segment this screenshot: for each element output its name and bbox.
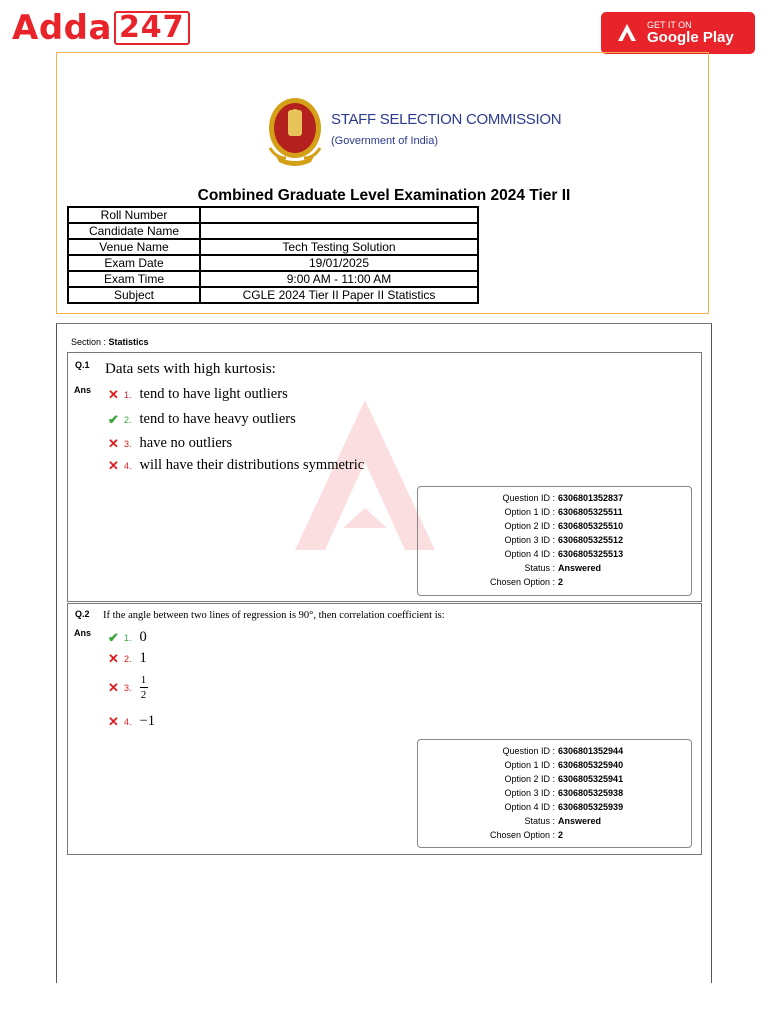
option-text: will have their distributions symmetric (139, 457, 365, 473)
meta-label: Option 1 ID : (504, 760, 555, 770)
exam-title: Combined Graduate Level Examination 2024 Tier II (197, 187, 571, 204)
section-label: Section : (71, 337, 107, 347)
info-label: Exam Time (68, 271, 200, 287)
org-name: STAFF SELECTION COMMISSION (331, 111, 562, 128)
wrong-mark-icon: ✕ (108, 457, 119, 473)
info-value: CGLE 2024 Tier II Paper II Statistics (200, 287, 478, 303)
option4-id: 6306805325939 (558, 802, 624, 812)
google-play-line1: GET IT ON (647, 20, 692, 30)
table-row (68, 207, 478, 223)
play-store-icon (615, 21, 639, 45)
logo-text: Adda (12, 8, 112, 48)
question-id: 6306801352944 (558, 746, 624, 756)
logo-digits: 247 (114, 11, 190, 45)
status-value: Answered (558, 563, 602, 573)
option-text: tend to have heavy outliers (139, 411, 296, 427)
correct-check-icon: ✔ (108, 411, 119, 427)
option-text: −1 (139, 713, 155, 729)
correct-check-icon: ✔ (108, 629, 119, 645)
fraction-numerator: 1 (140, 674, 147, 686)
wrong-mark-icon: ✕ (108, 713, 119, 729)
option-number: 4. (124, 460, 132, 471)
section-heading (71, 337, 149, 347)
info-value (200, 207, 478, 223)
option-item[interactable] (108, 713, 155, 730)
candidate-info-table (67, 206, 479, 304)
info-value: Tech Testing Solution (200, 239, 478, 255)
option-text: 1 (139, 650, 147, 666)
meta-label: Question ID : (502, 746, 555, 756)
option-item[interactable] (108, 650, 147, 667)
section-name: Statistics (108, 337, 149, 347)
meta-label: Option 3 ID : (504, 788, 555, 798)
option1-id: 6306805325940 (558, 760, 624, 770)
meta-label: Question ID : (502, 493, 555, 503)
org-subtitle: (Government of India) (331, 135, 438, 147)
wrong-mark-icon: ✕ (108, 386, 119, 402)
ans-label: Ans (74, 628, 92, 638)
fraction-denominator: 2 (140, 689, 147, 701)
wrong-mark-icon: ✕ (108, 679, 119, 695)
meta-label: Option 1 ID : (504, 507, 555, 517)
meta-label: Status : (524, 816, 555, 826)
option2-id: 6306805325941 (558, 774, 624, 784)
meta-label: Chosen Option : (489, 577, 555, 587)
info-value: 19/01/2025 (200, 255, 478, 271)
meta-label: Chosen Option : (489, 830, 555, 840)
question-text: Data sets with high kurtosis: (105, 361, 276, 377)
info-label: Roll Number (68, 207, 200, 223)
option1-id: 6306805325511 (558, 507, 623, 517)
option2-id: 6306805325510 (558, 521, 624, 531)
option-number: 2. (124, 414, 132, 425)
question-text: If the angle between two lines of regression is 90°, then correlation coefficient is: (103, 610, 445, 621)
chosen-option: 2 (558, 577, 564, 587)
option-item[interactable] (108, 629, 147, 646)
info-value (200, 223, 478, 239)
option3-id: 6306805325512 (558, 535, 624, 545)
question-meta-panel (417, 739, 692, 848)
info-label: Exam Date (68, 255, 200, 271)
option-text: 0 (139, 629, 147, 645)
info-value: 9:00 AM - 11:00 AM (200, 271, 478, 287)
status-value: Answered (558, 816, 602, 826)
meta-label: Option 3 ID : (504, 535, 555, 545)
google-play-line2: Google Play (647, 29, 734, 46)
meta-label: Option 4 ID : (504, 802, 555, 812)
option3-id: 6306805325938 (558, 788, 624, 798)
option4-id: 6306805325513 (558, 549, 624, 559)
table-row (68, 271, 478, 287)
option-item[interactable] (108, 674, 148, 701)
option-text: have no outliers (139, 435, 233, 451)
info-label: Subject (68, 287, 200, 303)
option-number: 3. (124, 438, 132, 449)
info-label: Candidate Name (68, 223, 200, 239)
info-label: Venue Name (68, 239, 200, 255)
option-item[interactable] (108, 386, 288, 403)
question-number: Q.1 (75, 360, 90, 370)
ssc-emblem-icon (266, 92, 324, 172)
table-row (68, 239, 478, 255)
option-number: 3. (124, 682, 132, 693)
option-item[interactable] (108, 411, 296, 428)
wrong-mark-icon: ✕ (108, 650, 119, 666)
meta-label: Option 2 ID : (504, 521, 555, 531)
chosen-option: 2 (558, 830, 564, 840)
ans-label: Ans (74, 385, 92, 395)
question-meta-panel (417, 486, 692, 596)
google-play-button[interactable] (601, 12, 755, 54)
wrong-mark-icon: ✕ (108, 435, 119, 451)
option-number: 1. (124, 389, 132, 400)
meta-label: Option 2 ID : (504, 774, 555, 784)
fraction-bar (140, 687, 148, 688)
question-id: 6306801352837 (558, 493, 624, 503)
question-number: Q.2 (75, 609, 90, 619)
table-row (68, 223, 478, 239)
table-row (68, 287, 478, 303)
table-row (68, 255, 478, 271)
option-item[interactable] (108, 457, 364, 474)
option-text: tend to have light outliers (139, 386, 288, 402)
option-item[interactable] (108, 435, 232, 452)
option-number: 4. (124, 716, 132, 727)
adda247-logo[interactable] (12, 10, 190, 46)
meta-label: Option 4 ID : (504, 549, 555, 559)
fraction-option (140, 674, 148, 701)
option-number: 2. (124, 653, 132, 664)
option-number: 1. (124, 632, 132, 643)
meta-label: Status : (524, 563, 555, 573)
